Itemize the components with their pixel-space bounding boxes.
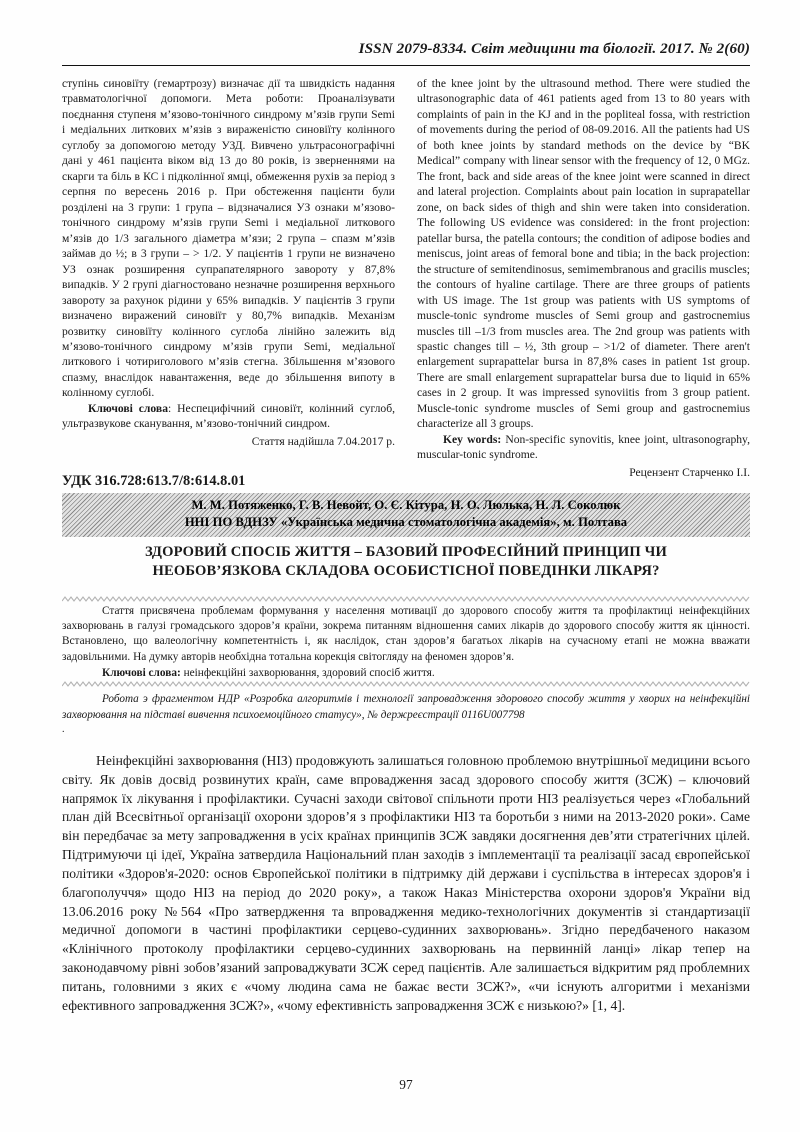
funding-text: Робота э фрагментом НДР «Розробка алгоритмів і технології запровадження здорового способу життя у хворих на неінфекційні захворювання на підставі вивчення психоемоційного статусу», № держреєстрації 0116U007798 [62, 693, 750, 721]
zigzag-divider-top [62, 596, 750, 603]
article-abstract [62, 604, 750, 681]
article-keywords-label: Ключові слова: [102, 666, 181, 679]
author-list: М. М. Потяженко, Г. В. Невойт, О. Є. Кітура, Н. О. Люлька, Н. Л. Соколюк [191, 498, 621, 512]
zigzag-divider-bottom [62, 681, 750, 688]
article-body-paragraph: Неінфекційні захворювання (НІЗ) продовжують залишаться головною проблемою внутрішньої медицини всього світу. Як довів досвід розвинутих країн, саме впровадження засад здорового способу життя (ЗСЖ) – ключовий напрямок їх лікування і профілактики. Сучасні заходи світової спільноти проти НІЗ реалізується через «Глобальний план дій Всесвітньої організації охорони здоров’я з профілактики НІЗ та боротьби з ними на 2013-2020 роки». Саме він передбачає за мету запровадження в усіх країнах принципів ЗСЖ завдяки досягнення дев’яти стратегічних цілей. Підтримуючи ці ідеї, Україна затвердила Національний план заходів з імплементації та реалізації засад європейської політики «Здоров'я-2020: основ Європейської політики в підтримку дій держави і суспільства в інтересах здоров'я і благополуччя» щодо НІЗ на період до 2020 року», а також Наказ Міністерства охорони здоров'я України від 13.06.2016 року №564 «Про затвердження та впровадження медико-технологічних документів зі стандартизації медичної допомоги в частині профілактики серцево-судинних захворювань». Згідно передбаченого наказом «Клінічного протоколу профілактики серцево-судинних захворювань на первинній ланці» лікар тепер на законодавчому рівні зобов’язаний запроваджувати ЗСЖ серед пацієнтів. Але залишається відкритим ряд проблемних питань, головними з яких є «чому людина сама не бажає вести ЗСЖ?», «чи існують алгоритми і механізми ефективного запровадження ЗСЖ?», «чому ефективність запровадження ЗСЖ є низькою?» [1, 4]. [62, 753, 750, 1013]
abstract-column-ukrainian [62, 76, 395, 480]
reviewer-name: Рецензент Старченко І.І. [629, 465, 750, 479]
affiliation: ННІ ПО ВДНЗУ «Українська медична стоматологічна академія», м. Полтава [184, 515, 628, 530]
abstract-ua-keywords-text: : Неспецифічний синовіїт, колінний суглоб, ультразвукове сканування, м’язово-тонічний синдром. [62, 401, 395, 431]
article-title: ЗДОРОВИЙ СПОСІБ ЖИТТЯ – БАЗОВИЙ ПРОФЕСІЙНИЙ ПРИНЦИП ЧИ НЕОБОВ’ЯЗКОВА СКЛАДОВА ОСОБИСТІСНОЇ ПОВЕДІНКИ ЛІКАРЯ? [144, 544, 668, 580]
abstract-columns [62, 76, 750, 480]
abstract-en-keywords-label: Key words: [443, 432, 502, 446]
abstract-ua-text: ступінь синовіїту (гемартрозу) визначає дії та швидкість надання травматологічної допомоги. Мета роботи: Проаналізувати поєднання ступеня м’язово-тонічного синдрому м’язів групи Semi і медіальних литкових м’язів з вираженістю синовіїту колінного суглобу за допомогою методу УЗД. Вивчено ультрасонографічні дані у 461 пацієнта віком від 13 до 80 років, із зверненнями на скарги та біль в КС і підколінної ямці, обмеження рухів за період з серпня по вересень 2016 р. При обстеження пацієнти були розділені на 3 групи: 1 група – відзначалися УЗ ознаки м’язово-тонічного синдрому м’язів групи Semi і медіальної литкового м’язів до 1/3 загального діаметра м’язи; 2 група – спазм м’язів займав до ½; в 3 групи – > 1/2. У пацієнтів 1 групи не визначено УЗ ознак розширення супрапателярного завороту у 87,8% випадків. У 2 групі діагностовано незначне розширення верхнього завороту за рахунок рідини у 65% випадків. У пацієнтів 3 групи визначено виражений синовіїт у 80,7% випадків. Механізм розвитку синовіїту колінного суглоба лінійно залежить від м’язово-тонічного синдрому м’язів групи Semi, медіальної литкового і чотириголового м’язів стегна. Збільшення м’язового спазму, внаслідок навантаження, веде до збільшення випоту в колінному суглобі. [62, 77, 395, 400]
article-keywords [62, 666, 750, 681]
abstract-en-text: of the knee joint by the ultrasound method. There were studied the ultrasonographic data of 461 patients aged from 13 to 80 years with complaints of pain in the KJ and in the popliteal fossa, with restriction of movements during the period of 08-09.2016. All the patients had US of both knee joints by standard methods on the device by “BK Medical” company with linear sensor with the frequency of 12, 0 MGz. The front, back and side areas of the knee joint were scanned in direct and lateral projection. Complaints about pain location in suprapatellar zone, on back sides of thigh and shin were taken into consideration. The following US evidence was considered: in the front projection: patellar bursa, the patella contours; the condition of adipose bodies and meniscus, joint areas of femoral bone and tibia; in the back projection: the structure of semitendinosus, semimembranous and gracilis muscles; the contours of hyaline cartilage. There are three groups of patients with US image. The 1st group was patients with US symptoms of muscle-tonic syndrome muscles of Semi group and gastrocnemius muscles till –1/3 from muscles area. The 2nd group was patients with spastic changes till – ½, 3th group – >1/2 of diameter. There aren't enlargement suprapattelar bursa in 87,8% cases in patient 1st group. There are small enlargement suprapattelar bursa due to liquid in 65% cases in 2 group. It was impressed synoviitis from 3 group patient. Muscle-tonic syndrome muscles of Semi group and gastrocnemius characterize all 3 groups. [417, 77, 750, 431]
running-head: ISSN 2079-8334. Світ медицини та біології. 2017. № 2(60) [358, 40, 750, 57]
article-abstract-text: Стаття присвячена проблемам формування у населення мотивації до здорового способу життя та профілактиці неінфекційних захворювань в галузі громадського здоров’я країни, зокрема питанням відношення самих лікарів до здорового способу життя як цінності. Встановлено, що валеологічну компетентність і, як наслідок, стан здоров’я багатьох лікарів на сучасному етапі не можна вважати задовільними. На думку авторів необхідна тотальна корекція світогляду на феномен здоров’я. [62, 605, 750, 663]
abstract-ua-keywords [62, 401, 395, 432]
article-body [62, 752, 750, 1015]
udc-code: УДК 316.728:613.7/8:614.8.01 [62, 473, 246, 489]
funding-note [62, 692, 750, 737]
author-band [62, 493, 750, 537]
page-sheet [62, 0, 750, 1132]
abstract-en-keywords [417, 432, 750, 463]
abstract-en-keywords-text: Non-specific synovitis, knee joint, ultrasonography, muscular-tonic syndrome. [417, 432, 750, 462]
header-rule [62, 65, 750, 66]
funding-trailing-mark: . [62, 724, 65, 736]
article-keywords-text: неінфекційні захворювання, здоровий спосіб життя. [180, 666, 435, 679]
page-number: 97 [399, 1077, 413, 1092]
received-date: Стаття надійшла 7.04.2017 р. [251, 434, 395, 448]
abstract-column-english [417, 76, 750, 480]
abstract-ua-keywords-label: Ключові слова [88, 401, 168, 415]
